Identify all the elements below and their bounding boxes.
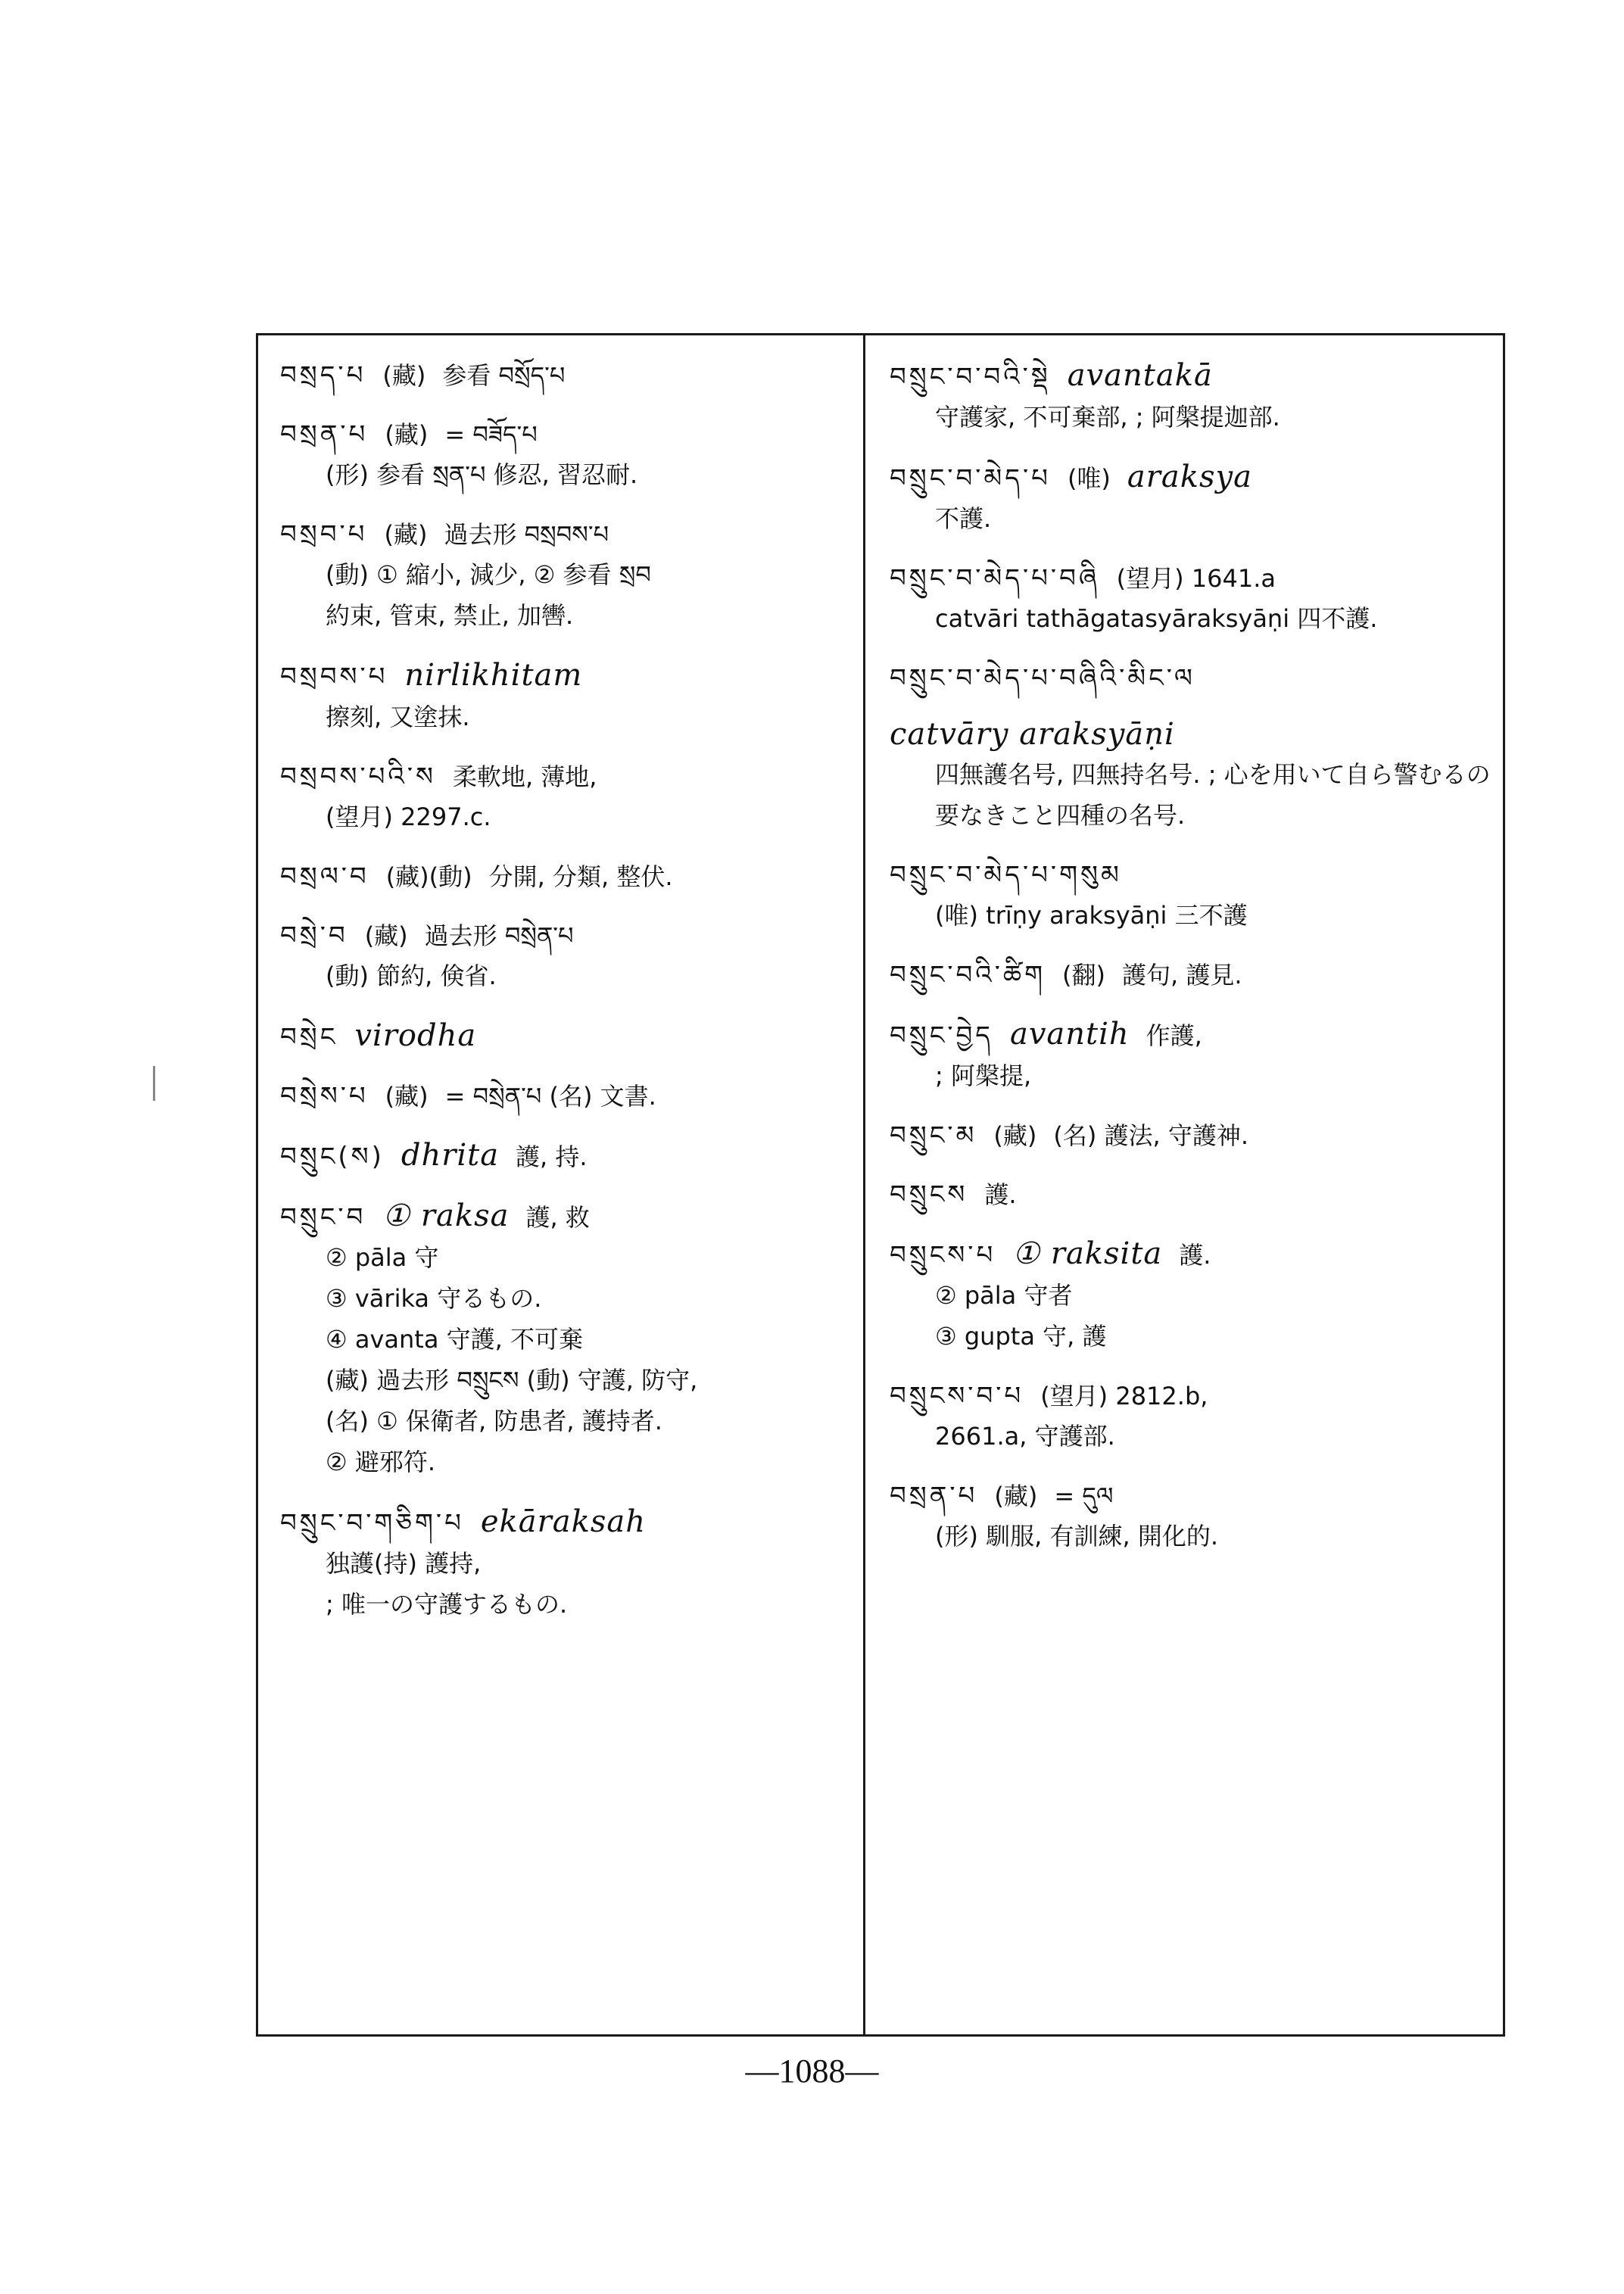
entry-definition-line: ② pāla 守 xyxy=(326,1243,439,1272)
entry-headline xyxy=(280,515,856,554)
entry-gloss: = དུལ xyxy=(1054,1482,1114,1510)
dictionary-entry xyxy=(890,356,1495,438)
dictionary-entry xyxy=(280,1196,856,1482)
entry-definition-line: 擦刻, 又塗抹. xyxy=(326,703,470,731)
sanskrit-equivalent: avantakā xyxy=(1067,358,1213,393)
sanskrit-equivalent: ekāraksah xyxy=(480,1504,646,1539)
tibetan-headword: བསྲུང་བའི་ཚིག xyxy=(890,960,1046,990)
sanskrit-equivalent: avantih xyxy=(1009,1017,1130,1052)
entry-definition-line: 守護家, 不可棄部, ; 阿槃提迦部. xyxy=(935,403,1280,432)
entry-headline xyxy=(890,1476,1495,1516)
entry-source-tag: (藏) xyxy=(994,1482,1038,1510)
entry-headline xyxy=(890,1234,1495,1275)
dictionary-entry xyxy=(890,659,1495,836)
entry-definition-line: 不護. xyxy=(935,504,992,533)
entry-definition-line: (形) 馴服, 有訓練, 開化的. xyxy=(935,1522,1219,1551)
sanskrit-equivalent: araksya xyxy=(1127,460,1252,494)
dictionary-entry xyxy=(890,559,1495,639)
entry-source-tag: (藏)(動) xyxy=(385,862,472,891)
tibetan-headword: བསྲབས་པ xyxy=(280,662,388,692)
tibetan-headword: བསྲུང་བ་གཅིག་པ xyxy=(280,1508,464,1538)
tibetan-headword: བསྲེས་པ xyxy=(280,1081,369,1111)
entry-headline xyxy=(280,356,856,395)
entry-gloss: (望月) 2812.b, xyxy=(1040,1382,1208,1410)
entry-headline xyxy=(280,1196,856,1237)
dictionary-entry xyxy=(890,1015,1495,1096)
entry-headline xyxy=(890,1116,1495,1155)
entry-headline xyxy=(890,856,1495,895)
entry-headline xyxy=(280,1136,856,1177)
entry-definition-line: ② 避邪符. xyxy=(326,1448,436,1476)
dictionary-entry xyxy=(280,1077,856,1116)
sanskrit-equivalent: virodha xyxy=(354,1018,477,1053)
entry-headline xyxy=(890,457,1495,498)
tibetan-headword: བསྲུང་བྱེད xyxy=(890,1021,993,1051)
entry-source-tag: (藏) xyxy=(993,1121,1037,1150)
entry-gloss: 作護, xyxy=(1146,1021,1202,1050)
sanskrit-equivalent: dhrita xyxy=(401,1138,500,1173)
entry-source-tag: (藏) xyxy=(385,420,429,449)
column-divider xyxy=(863,333,865,2037)
entry-source-tag: (翻) xyxy=(1062,961,1105,990)
dictionary-entry xyxy=(280,1502,856,1625)
entry-definition-line: (動) 節約, 倹省. xyxy=(326,962,497,990)
dictionary-entry xyxy=(280,1136,856,1177)
tibetan-headword: བསྲུངས་བ་པ xyxy=(890,1381,1024,1411)
entry-gloss: 護, 救 xyxy=(525,1203,590,1232)
tibetan-headword: བསྲད་པ xyxy=(280,360,366,391)
dictionary-entry xyxy=(280,656,856,737)
tibetan-headword: བསྲུང(ས) xyxy=(280,1142,385,1172)
dictionary-entry xyxy=(890,1175,1495,1214)
dictionary-entry xyxy=(280,356,856,395)
entry-headline xyxy=(280,757,856,796)
dictionary-entry xyxy=(890,1476,1495,1557)
entry-source-tag: (唯) xyxy=(1067,464,1111,493)
tibetan-headword: བསྲུང་བ་མེད་པ xyxy=(890,463,1051,494)
entry-gloss: (名) 護法, 守護神. xyxy=(1053,1121,1249,1150)
dictionary-entry xyxy=(280,515,856,636)
entry-gloss: 柔軟地, 薄地, xyxy=(452,762,597,791)
entry-definition-line: 約束, 管束, 禁止, 加轡. xyxy=(326,601,574,630)
entry-headline xyxy=(890,659,1495,754)
entry-definition-line: ; 阿槃提, xyxy=(935,1061,1032,1090)
tibetan-headword: བསྲུངས་པ xyxy=(890,1240,996,1270)
sanskrit-equivalent: ① raksa xyxy=(382,1198,510,1233)
dictionary-entry xyxy=(280,916,856,996)
entry-gloss: 参看 བསྲོད་པ xyxy=(442,361,566,390)
tibetan-headword: བསྲུངས xyxy=(890,1180,968,1210)
dictionary-entry xyxy=(890,457,1495,539)
entry-headline xyxy=(280,1077,856,1116)
entry-gloss: = བཟོད་པ xyxy=(444,420,538,449)
entry-headline xyxy=(280,916,856,955)
entry-source-tag: (藏) xyxy=(382,361,426,390)
tibetan-headword: བསྲུང་བ་མེད་པ་བཞིའི་མིང་ལ xyxy=(890,663,1195,693)
entry-gloss: 過去形 བསྲབས་པ xyxy=(444,520,609,549)
tibetan-headword: བསྲེང xyxy=(280,1022,338,1052)
entry-headline xyxy=(890,1015,1495,1055)
entry-headline xyxy=(280,415,856,454)
tibetan-headword: བསྲན་པ xyxy=(280,419,369,450)
tibetan-headword: བསྲེ་བ xyxy=(280,921,348,951)
entry-definition-line: ③ vārika 守るもの. xyxy=(326,1284,542,1313)
entry-headline xyxy=(890,1175,1495,1214)
entry-gloss: 過去形 བསྲེན་པ xyxy=(424,921,574,950)
entry-gloss: 護. xyxy=(1179,1241,1211,1270)
tibetan-headword: བསྲན་པ xyxy=(890,1481,978,1511)
tibetan-headword: བསྲབས་པའི་ས xyxy=(280,762,436,792)
entry-headline xyxy=(280,1502,856,1543)
tibetan-headword: བསྲུང་བ xyxy=(280,1202,366,1233)
entry-gloss: 護, 持. xyxy=(516,1142,588,1171)
sanskrit-equivalent: catvāry araksyāṇi xyxy=(890,717,1175,752)
page-number: —1088— xyxy=(745,2052,879,2090)
entry-gloss: 護句, 護見. xyxy=(1121,961,1242,990)
tibetan-headword: བསྲུང་བ་མེད་པ་གསུམ xyxy=(890,860,1122,890)
entry-definition-line: 2661.a, 守護部. xyxy=(935,1422,1115,1451)
entry-definition-line: ③ gupta 守, 護 xyxy=(935,1322,1107,1351)
entry-definition-line: (動) ① 縮小, 減少, ② 参看 སྲབ xyxy=(326,560,651,589)
entry-gloss: 分開, 分類, 整伏. xyxy=(488,862,673,891)
dictionary-entry xyxy=(890,955,1495,995)
entry-headline xyxy=(890,955,1495,995)
entry-headline xyxy=(280,857,856,896)
dictionary-entry xyxy=(890,1234,1495,1357)
right-column xyxy=(890,356,1495,2021)
entry-definition-line: (形) 参看 སྲན་པ 修忍, 習忍耐. xyxy=(326,460,638,489)
entry-definition-line: ④ avanta 守護, 不可棄 xyxy=(326,1325,583,1354)
entry-definition-line: (藏) 過去形 བསྲུངས (動) 守護, 防守, xyxy=(326,1366,698,1395)
entry-definition-line: 四無護名号, 四無持名号. ; 心を用いて自ら警むるの要なきこと四種の名号. xyxy=(935,760,1491,830)
sanskrit-equivalent: nirlikhitam xyxy=(404,658,583,693)
entry-definition-line: 独護(持) 護持, xyxy=(326,1549,482,1578)
tibetan-headword: བསྲབ་པ xyxy=(280,519,368,550)
entry-definition-line: (名) ① 保衛者, 防患者, 護持者. xyxy=(326,1407,662,1435)
scan-mark xyxy=(153,1066,155,1101)
entry-gloss: = བསྲེན་པ (名) 文書. xyxy=(444,1082,656,1111)
dictionary-entry xyxy=(890,1116,1495,1155)
tibetan-headword: བསྲུང་མ xyxy=(890,1121,977,1151)
entry-definition-line: (望月) 2297.c. xyxy=(326,803,491,831)
left-column xyxy=(280,356,856,2021)
dictionary-entry xyxy=(890,856,1495,936)
dictionary-entry xyxy=(280,1016,856,1057)
entry-gloss: 護. xyxy=(984,1180,1017,1209)
sanskrit-equivalent: ① raksita xyxy=(1012,1236,1163,1271)
entry-source-tag: (藏) xyxy=(385,1082,429,1111)
entry-definition-line: (唯) trīṇy araksyāṇi 三不護 xyxy=(935,901,1248,930)
entry-definition-line: catvāri tathāgatasyāraksyāṇi 四不護. xyxy=(935,604,1378,633)
tibetan-headword: བསྲུང་བ་མེད་པ་བཞི xyxy=(890,563,1100,594)
entry-headline xyxy=(890,1376,1495,1416)
entry-headline xyxy=(280,1016,856,1057)
dictionary-entry xyxy=(280,857,856,896)
tibetan-headword: བསྲུང་བ་བའི་སྡེ xyxy=(890,362,1051,392)
entry-definition-line: ; 唯一の守護するもの. xyxy=(326,1590,568,1619)
entry-headline xyxy=(280,656,856,697)
entry-source-tag: (藏) xyxy=(384,520,428,549)
entry-definition-line: ② pāla 守者 xyxy=(935,1281,1073,1310)
tibetan-headword: བསྲལ་བ xyxy=(280,862,369,892)
dictionary-entry xyxy=(280,415,856,495)
dictionary-entry xyxy=(890,1376,1495,1457)
entry-gloss: (望月) 1641.a xyxy=(1116,564,1276,593)
entry-headline xyxy=(890,356,1495,397)
dictionary-entry xyxy=(280,757,856,837)
entry-headline xyxy=(890,559,1495,598)
entry-source-tag: (藏) xyxy=(364,921,408,950)
